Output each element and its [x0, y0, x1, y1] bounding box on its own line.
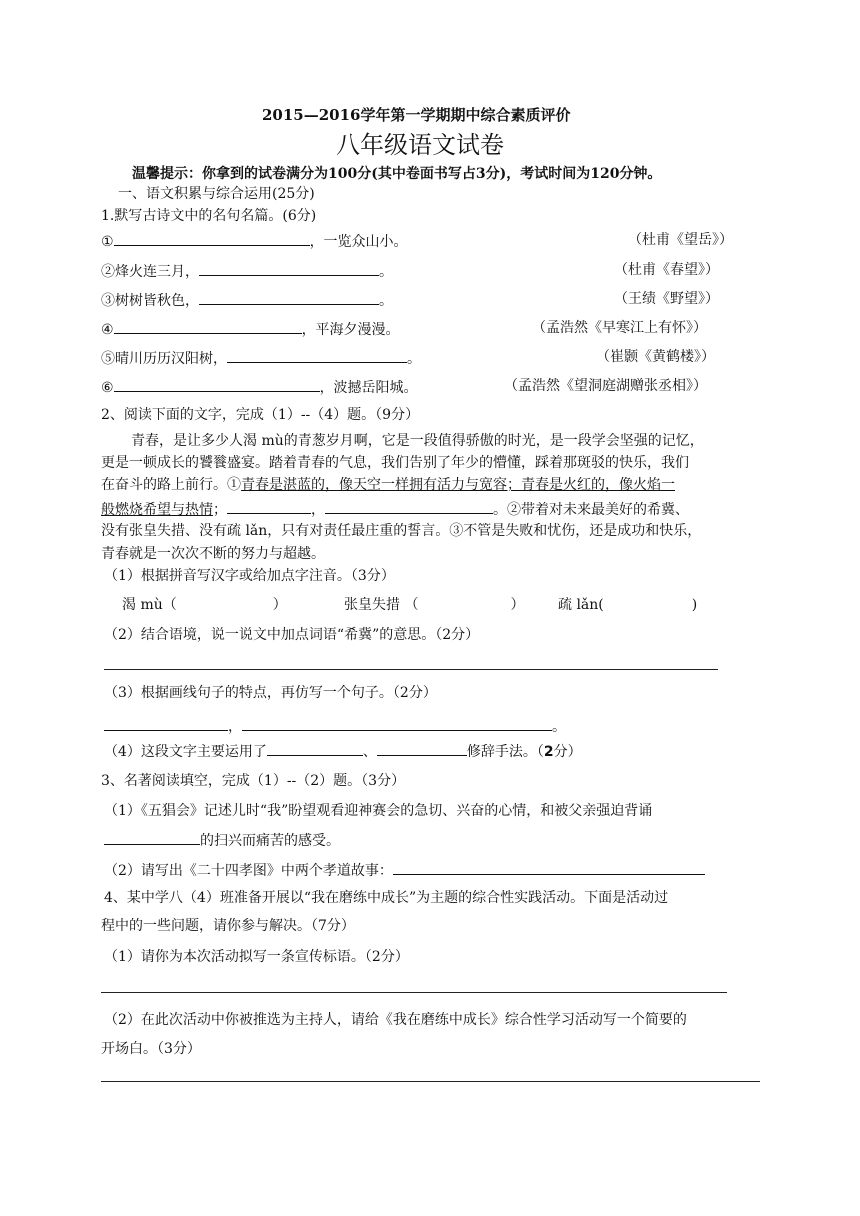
q2-sub-4 [104, 740, 582, 762]
q1-item-1-blank[interactable] [114, 230, 310, 246]
q2-semicolon: ； [213, 502, 227, 518]
q2-sub-3-period: 。 [552, 719, 566, 735]
q1-item-6-suffix: ，波撼岳阳城。 [319, 380, 418, 396]
q2-sub-1-item-c-close: ) [691, 597, 698, 613]
q4-sub-1: （1）请你为本次活动拟写一条宣传标语。（2分） [104, 949, 409, 965]
q2-sub-4-blank-2[interactable] [377, 740, 467, 756]
q3-sub-1-blank[interactable] [104, 829, 200, 845]
q2-sub-1-item-b-label: 张皇失措 （ [344, 597, 419, 613]
q2-passage-line-6: 青春就是一次次不断的努力与超越。 [101, 546, 325, 562]
q3-sub-2 [104, 859, 705, 881]
q2-sub-1-item-b-close: ） [510, 597, 525, 613]
q2-passage-line-3-start: 在奋斗的路上前行。① [101, 477, 241, 493]
q2-sub-4-text: （4）这段文字主要运用了 [104, 744, 267, 760]
q3-sub-1-cont [104, 829, 340, 851]
q2-sub-1-item-a-close: ） [272, 597, 287, 613]
q3-title: 3、名著阅读填空，完成（1）--（2）题。（3分） [101, 773, 406, 789]
q2-sub-3: （3）根据画线句子的特点，再仿写一个句子。（2分） [104, 685, 437, 701]
q1-item-4-source: （孟浩然《早寒江上有怀》） [532, 320, 707, 336]
q1-item-5 [101, 347, 421, 369]
q1-item-4-blank[interactable] [114, 318, 302, 334]
exam-title: 八年级语文试卷 [336, 131, 504, 159]
q1-item-1 [101, 230, 408, 252]
q2-sub-4-sep: 、 [362, 744, 377, 760]
q1-item-5-suffix: 。 [407, 351, 421, 367]
q1-item-3 [101, 289, 393, 311]
q2-sub-3-blank-2[interactable] [242, 715, 552, 731]
q1-item-2-prefix: ②烽火连三月， [101, 264, 199, 280]
q1-item-2-source: （杜甫《春望》） [614, 262, 719, 278]
q1-item-4-suffix: ，平海夕漫漫。 [301, 322, 400, 338]
exam-subtitle: 2015—2016学年第一学期期中综合素质评价 [262, 106, 571, 124]
q1-item-6-blank[interactable] [114, 376, 320, 392]
q3-sub-2-blank[interactable] [393, 859, 705, 875]
q1-item-2 [101, 260, 393, 282]
q2-comma: ， [311, 502, 325, 518]
q2-sub-3-comma: ， [228, 719, 242, 735]
q4-sub-2-cont: 开场白。（3分） [101, 1041, 201, 1057]
q2-sub-3-blank-1[interactable] [104, 715, 228, 731]
q2-sub-1-item-b [344, 595, 524, 615]
q1-item-6-prefix: ⑥ [101, 380, 114, 396]
q1-item-3-prefix: ③树树皆秋色， [101, 293, 199, 309]
q2-passage-line-4-end: 。②带着对未来最美好的希冀、 [493, 502, 689, 518]
q2-passage-line-4 [101, 498, 689, 520]
q1-item-3-source: （王绩《野望》） [614, 291, 719, 307]
q2-sub-4-tail-end: 分） [553, 744, 582, 760]
q1-item-5-prefix: ⑤晴川历历汉阳树， [101, 351, 227, 367]
q4-intro-line-2: 程中的一些问题，请你参与解决。（7分） [101, 918, 355, 934]
q2-title: 2、阅读下面的文字，完成（1）--（4）题。（9分） [101, 407, 420, 423]
q2-sub-1-item-a-label: 渴 mù（ [122, 597, 177, 613]
q1-item-4-prefix: ④ [101, 322, 114, 338]
q1-item-6 [101, 376, 418, 398]
q2-underlined-sentence-end: 般燃烧希望与热情 [101, 502, 213, 518]
q2-passage-line-5: 没有张皇失措、没有疏 lǎn，只有对责任最庄重的誓言。③不管是失败和忧伤，还是成功和快乐， [101, 523, 702, 539]
q4-sub-1-answer-line[interactable] [101, 992, 727, 993]
q2-sub-1: （1）根据拼音写汉字或给加点字注音。（3分） [104, 568, 395, 584]
q4-sub-2-answer-line[interactable] [101, 1081, 760, 1082]
q1-item-4 [101, 318, 400, 340]
q2-sub-2: （2）结合语境，说一说文中加点词语“希冀”的意思。（2分） [104, 627, 480, 643]
q1-item-2-blank[interactable] [199, 260, 379, 276]
q3-sub-1: （1）《五猖会》记述儿时“我”盼望观看迎神赛会的急切、兴奋的心情，和被父亲强迫背诵 [104, 803, 653, 819]
q2-passage-line-2: 更是一顿成长的饕餮盛宴。踏着青春的气息，我们告别了年少的懵懂，踩着那斑驳的快乐，我们 [101, 455, 689, 471]
q2-sub-1-item-a [122, 595, 287, 615]
q2-sub-4-blank-1[interactable] [267, 740, 363, 756]
q1-item-6-source: （孟浩然《望洞庭湖赠张丞相》） [504, 378, 707, 394]
q1-item-5-source: （崔颢《黄鹤楼》） [596, 349, 715, 365]
q2-imitation-blank-1[interactable] [227, 498, 311, 514]
notice: 温馨提示：你拿到的试卷满分为100分(其中卷面书写占3分)，考试时间为120分钟。 [132, 166, 662, 182]
q2-sub-4-tail: 修辞手法。（ [466, 744, 544, 760]
q1-item-5-blank[interactable] [227, 347, 407, 363]
q2-sub-3-answer [104, 715, 566, 737]
q2-sub-1-item-c-label: 疏 lǎn( [558, 597, 604, 613]
q2-passage-line-3 [101, 475, 675, 495]
q3-sub-1-text: 的扫兴而痛苦的感受。 [200, 833, 340, 849]
q2-sub-1-item-c [558, 595, 697, 615]
q2-sub-2-answer-line[interactable] [104, 669, 718, 670]
section-1-heading: 一、语文积累与综合运用(25分) [118, 186, 315, 202]
q3-sub-2-text: （2）请写出《二十四孝图》中两个孝道故事： [104, 863, 393, 879]
q1-item-1-suffix: ，一览众山小。 [309, 234, 408, 250]
q1-item-2-suffix: 。 [379, 264, 393, 280]
q2-underlined-sentence: 青春是湛蓝的，像天空一样拥有活力与宽容；青春是火红的，像火焰一 [241, 477, 675, 493]
q2-imitation-blank-2[interactable] [325, 498, 493, 514]
q1-title: 1.默写古诗文中的名句名篇。(6分) [101, 208, 317, 224]
q4-sub-2: （2）在此次活动中你被推选为主持人，请给《我在磨练中成长》综合性学习活动写一个简要的 [104, 1012, 687, 1028]
q1-item-1-source: （杜甫《望岳》） [628, 232, 733, 248]
q2-sub-4-score: 2 [543, 744, 554, 760]
q4-intro-line-1: 4、某中学八（4）班准备开展以“我在磨练中成长”为主题的综合性实践活动。下面是活动过 [104, 890, 669, 906]
q1-item-1-prefix: ① [101, 234, 114, 250]
q1-item-3-blank[interactable] [199, 289, 379, 305]
q2-passage-line-1: 青春，是让多少人渴 mù的青葱岁月啊，它是一段值得骄傲的时光，是一段学会坚强的记忆， [131, 433, 704, 449]
q1-item-3-suffix: 。 [379, 293, 393, 309]
